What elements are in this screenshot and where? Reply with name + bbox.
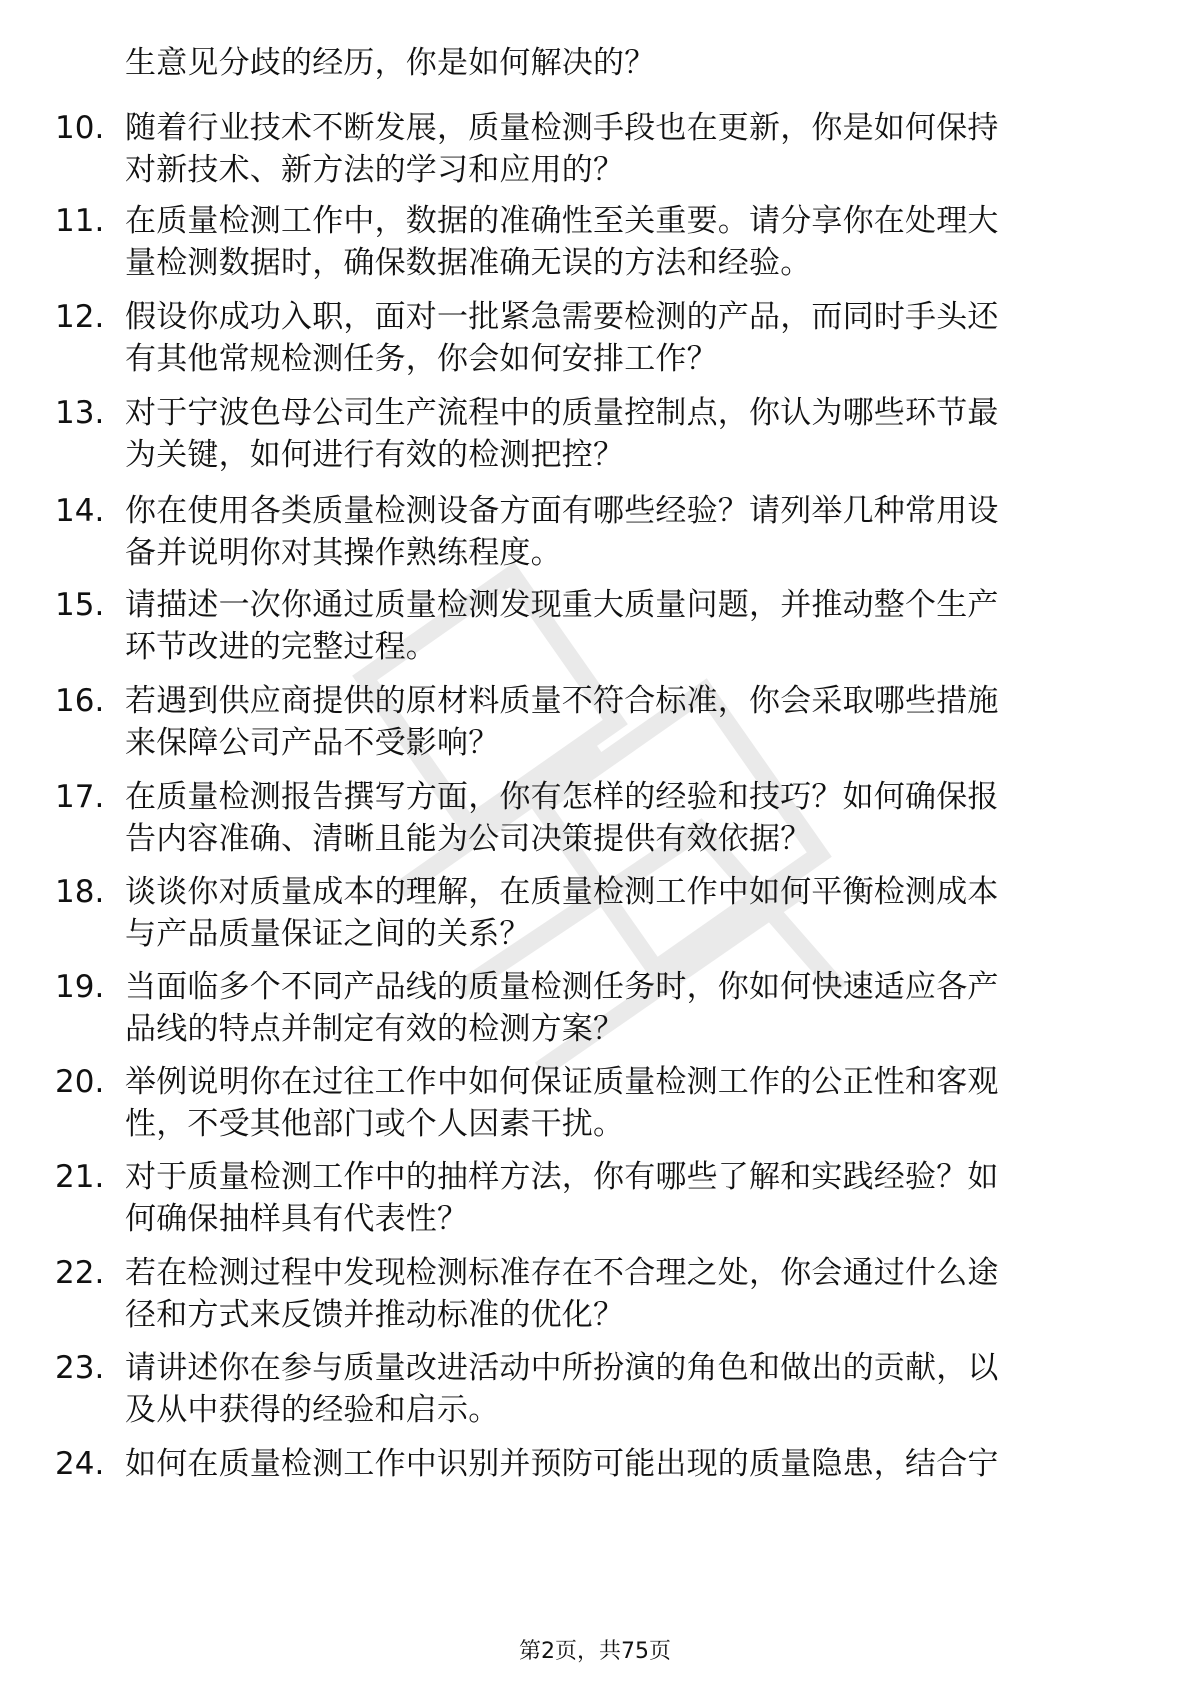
item-text-line2: 何确保抽样具有代表性？ (125, 1201, 469, 1237)
item-number: 10. (55, 110, 105, 146)
item-text-line2: 径和方式来反馈并推动标准的优化？ (125, 1297, 625, 1333)
item-text-line2: 为关键，如何进行有效的检测把控？ (125, 437, 625, 473)
item-number: 22. (55, 1255, 105, 1291)
item-text-line2: 品线的特点并制定有效的检测方案？ (125, 1011, 625, 1047)
item-number: 18. (55, 874, 105, 910)
item-text-line1: 在质量检测报告撰写方面，你有怎样的经验和技巧？如何确保报 (125, 779, 999, 815)
item-text-line2: 性，不受其他部门或个人因素干扰。 (125, 1106, 625, 1142)
item-text-line1: 举例说明你在过往工作中如何保证质量检测工作的公正性和客观 (125, 1064, 999, 1100)
item-number: 19. (55, 969, 105, 1005)
item-text-line1: 请讲述你在参与质量改进活动中所扮演的角色和做出的贡献，以 (125, 1350, 999, 1386)
item-text-line2: 有其他常规检测任务，你会如何安排工作？ (125, 341, 718, 377)
item-text-line2: 告内容准确、清晰且能为公司决策提供有效依据？ (125, 821, 812, 857)
item-number: 15. (55, 587, 105, 623)
item-text-line1: 若在检测过程中发现检测标准存在不合理之处，你会通过什么途 (125, 1255, 999, 1291)
page-footer: 第2页，共75页 (519, 1639, 671, 1664)
item-text-line1: 请描述一次你通过质量检测发现重大质量问题，并推动整个生产 (125, 587, 999, 623)
item-text-line2: 及从中获得的经验和启示。 (125, 1392, 500, 1428)
item-text-line1: 随着行业技术不断发展，质量检测手段也在更新，你是如何保持 (125, 110, 999, 146)
item-text-line1: 谈谈你对质量成本的理解，在质量检测工作中如何平衡检测成本 (125, 874, 999, 910)
item-number: 16. (55, 683, 105, 719)
item-text-line1: 对于宁波色母公司生产流程中的质量控制点，你认为哪些环节最 (125, 395, 999, 431)
item-number: 11. (55, 203, 105, 239)
item-text-line2: 对新技术、新方法的学习和应用的？ (125, 152, 625, 188)
item-number: 23. (55, 1350, 105, 1386)
item-number: 14. (55, 493, 105, 529)
item-text-line2: 环节改进的完整过程。 (125, 629, 437, 665)
item-text-line1: 如何在质量检测工作中识别并预防可能出现的质量隐患，结合宁 (125, 1446, 999, 1482)
item-text-line2: 备并说明你对其操作熟练程度。 (125, 535, 562, 571)
item-text-line1: 假设你成功入职，面对一批紧急需要检测的产品，而同时手头还 (125, 299, 999, 335)
continuation-line: 生意见分歧的经历，你是如何解决的？ (125, 45, 656, 81)
item-text-line2: 与产品质量保证之间的关系？ (125, 916, 531, 952)
item-number: 13. (55, 395, 105, 431)
item-text-line1: 若遇到供应商提供的原材料质量不符合标准，你会采取哪些措施 (125, 683, 999, 719)
item-text-line1: 你在使用各类质量检测设备方面有哪些经验？请列举几种常用设 (125, 493, 999, 529)
item-number: 12. (55, 299, 105, 335)
item-number: 24. (55, 1446, 105, 1482)
item-text-line2: 来保障公司产品不受影响？ (125, 725, 500, 761)
item-text-line1: 对于质量检测工作中的抽样方法，你有哪些了解和实践经验？如 (125, 1159, 999, 1195)
item-text-line1: 在质量检测工作中，数据的准确性至关重要。请分享你在处理大 (125, 203, 999, 239)
item-number: 20. (55, 1064, 105, 1100)
item-number: 17. (55, 779, 105, 815)
item-number: 21. (55, 1159, 105, 1195)
item-text-line2: 量检测数据时，确保数据准确无误的方法和经验。 (125, 245, 812, 281)
item-text-line1: 当面临多个不同产品线的质量检测任务时，你如何快速适应各产 (125, 969, 999, 1005)
